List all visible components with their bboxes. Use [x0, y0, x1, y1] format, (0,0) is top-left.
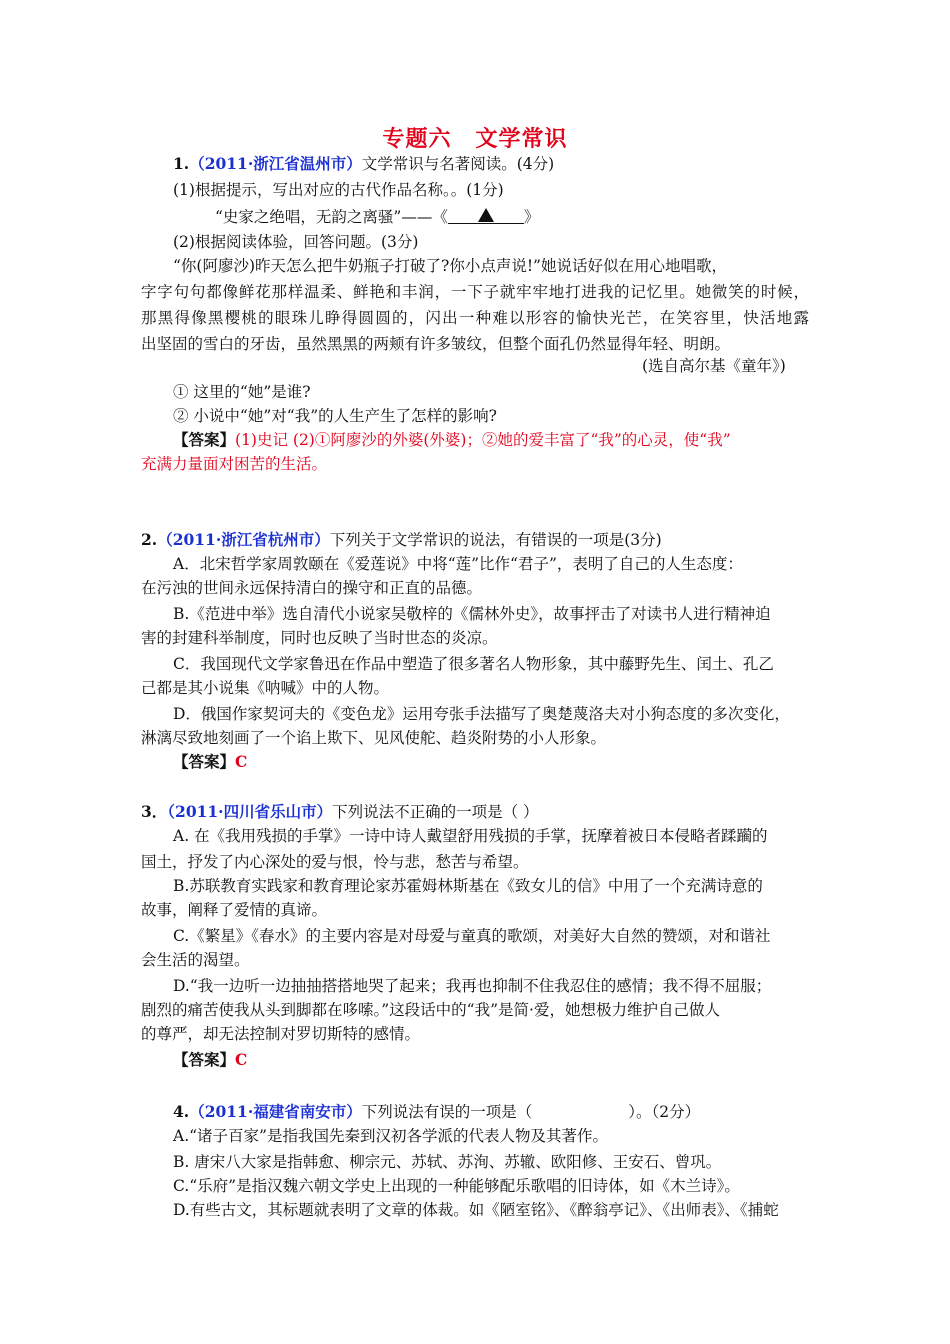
- q3-heading: [141, 802, 809, 822]
- q1-question-b: ② 小说中“她”对“我”的人生产生了怎样的影响?: [173, 407, 497, 425]
- answer-label: 【答案】: [173, 752, 236, 771]
- q2-option-line: D．俄国作家契诃夫的《变色龙》运用夸张手法描写了奥楚蔑洛夫对小狗态度的多次变化，: [173, 705, 790, 723]
- answer-label: 【答案】: [173, 430, 236, 449]
- q1-stem: 文学常识与名著阅读。(4分): [361, 155, 555, 173]
- q2-heading: [141, 530, 809, 550]
- q3-option-line: 国土，抒发了内心深处的爱与恨，怜与悲，愁苦与希望。: [141, 853, 529, 871]
- q2-source: （2011·浙江省杭州市）: [157, 530, 330, 549]
- q1-passage-source: (选自高尔基《童年》): [642, 357, 786, 375]
- q3-answer-letter: C: [235, 1050, 248, 1069]
- q1-passage-line: “你(阿廖沙)昨天怎么把牛奶瓶子打破了?你小点声说!”她说话好似在用心地唱歌，: [173, 257, 727, 275]
- q3-option-line: 的尊严，却无法控制对罗切斯特的感情。: [141, 1025, 421, 1043]
- q3-option-line: 剧烈的痛苦使我从头到脚都在哆嗦。”这段话中的“我”是简·爱，她想极力维护自己做人: [141, 1001, 720, 1019]
- q1-answer-blank: [448, 206, 524, 224]
- q2-answer: [173, 752, 247, 772]
- q1-hint: [215, 206, 539, 227]
- q4-number: 4.: [173, 1102, 190, 1121]
- q4-stem-end: ）。（2分）: [628, 1103, 701, 1121]
- q1-passage-line: 字字句句都像鲜花那样温柔、鲜艳和丰润，一下子就牢牢地打进我的记忆里。她微笑的时候，: [141, 283, 809, 301]
- q2-option-line: 害的封建科举制度，同时也反映了当时世态的炎凉。: [141, 629, 498, 647]
- triangle-marker-icon: [478, 208, 494, 222]
- q3-option-line: D.“我一边听一边抽抽搭搭地哭了起来；我再也抑制不住我忍住的感情；我不得不屈服；: [173, 977, 772, 995]
- q1-sub1: (1)根据提示，写出对应的古代作品名称。。(1分): [173, 181, 504, 199]
- q2-number: 2.: [141, 530, 158, 549]
- q3-option-line: A. 在《我用残损的手掌》一诗中诗人戴望舒用残损的手掌，抚摩着被日本侵略者蹂躏的: [173, 827, 768, 845]
- q2-option-line: 淋漓尽致地刻画了一个谄上欺下、见风使舵、趋炎附势的小人形象。: [141, 729, 607, 747]
- q3-option-line: C.《繁星》《春水》的主要内容是对母爱与童真的歌颂，对美好大自然的赞颂，对和谐社: [173, 927, 771, 945]
- q1-answer-continued: 充满力量面对困苦的生活。: [141, 455, 328, 473]
- q3-answer: [173, 1050, 247, 1070]
- q2-stem: 下列关于文学常识的说法，有错误的一项是(3分): [329, 531, 662, 549]
- q1-heading: [173, 154, 554, 174]
- q3-stem: 下列说法不正确的一项是（ ）: [332, 803, 539, 821]
- q3-source: （2011·四川省乐山市）: [167, 802, 333, 821]
- q4-stem: 下列说法有误的一项是（: [361, 1103, 533, 1121]
- q3-option-line: 故事，阐释了爱情的真谛。: [141, 901, 328, 919]
- q1-answer: [173, 430, 731, 450]
- q1-sub2: (2)根据阅读体验，回答问题。(3分): [173, 233, 419, 251]
- title-topic-number: 专题六: [382, 127, 452, 152]
- answer-label: 【答案】: [173, 1050, 236, 1069]
- q4-option-line: C.“乐府”是指汉魏六朝文学史上出现的一种能够配乐歌唱的旧诗体，如《木兰诗》。: [173, 1177, 740, 1195]
- q3-number: 3．: [141, 802, 168, 821]
- q2-answer-letter: C: [235, 752, 248, 771]
- q1-answer-text: (1)史记 (2)①阿廖沙的外婆(外婆)；②她的爱丰富了“我”的心灵，使“我”: [235, 431, 731, 449]
- q1-source: （2011·浙江省温州市）: [189, 154, 362, 173]
- q2-option-line: C．我国现代文学家鲁迅在作品中塑造了很多著名人物形象，其中藤野先生、闰土、孔乙: [173, 655, 774, 673]
- q4-option-line: D.有些古文，其标题就表明了文章的体裁。如《陋室铭》、《醉翁亭记》、《出师表》、《捕蛇: [173, 1201, 779, 1219]
- q1-number: 1.: [173, 154, 190, 173]
- q1-hint-close: 》: [523, 208, 540, 226]
- q1-question-a: ① 这里的“她”是谁?: [173, 383, 311, 401]
- q1-passage-line: 出坚固的雪白的牙齿，虽然黑黑的两颊有许多皱纹，但整个面孔仍然显得年轻、明朗。: [141, 335, 731, 353]
- q4-heading: [173, 1102, 700, 1122]
- q3-option-line: 会生活的渴望。: [141, 951, 250, 969]
- q2-option-line: A．北宋哲学家周敦颐在《爱莲说》中将“莲”比作“君子”，表明了自己的人生态度：: [173, 555, 743, 573]
- q3-option-line: B.苏联教育实践家和教育理论家苏霍姆林斯基在《致女儿的信》中用了一个充满诗意的: [173, 877, 763, 895]
- q1-hint-text: “史家之绝唱，无韵之离骚”——《: [215, 208, 448, 226]
- title-topic-name: 文学常识: [475, 127, 568, 152]
- q2-option-line: 在污浊的世间永远保持清白的操守和正直的品德。: [141, 579, 483, 597]
- q4-option-line: A.“诸子百家”是指我国先秦到汉初各学派的代表人物及其著作。: [173, 1127, 608, 1145]
- q2-option-line: B.《范进中举》选自清代小说家吴敬梓的《儒林外史》，故事抨击了对读书人进行精神迫: [173, 605, 771, 623]
- q4-option-line: B. 唐宋八大家是指韩愈、柳宗元、苏轼、苏洵、苏辙、欧阳修、王安石、曾巩。: [173, 1153, 722, 1171]
- page-title: [0, 122, 950, 153]
- q2-option-line: 己都是其小说集《呐喊》中的人物。: [141, 679, 390, 697]
- q1-passage-line: 那黑得像黑樱桃的眼珠儿睁得圆圆的，闪出一种难以形容的愉快光芒，在笑容里，快活地露: [141, 309, 809, 327]
- q4-source: （2011·福建省南安市）: [189, 1102, 362, 1121]
